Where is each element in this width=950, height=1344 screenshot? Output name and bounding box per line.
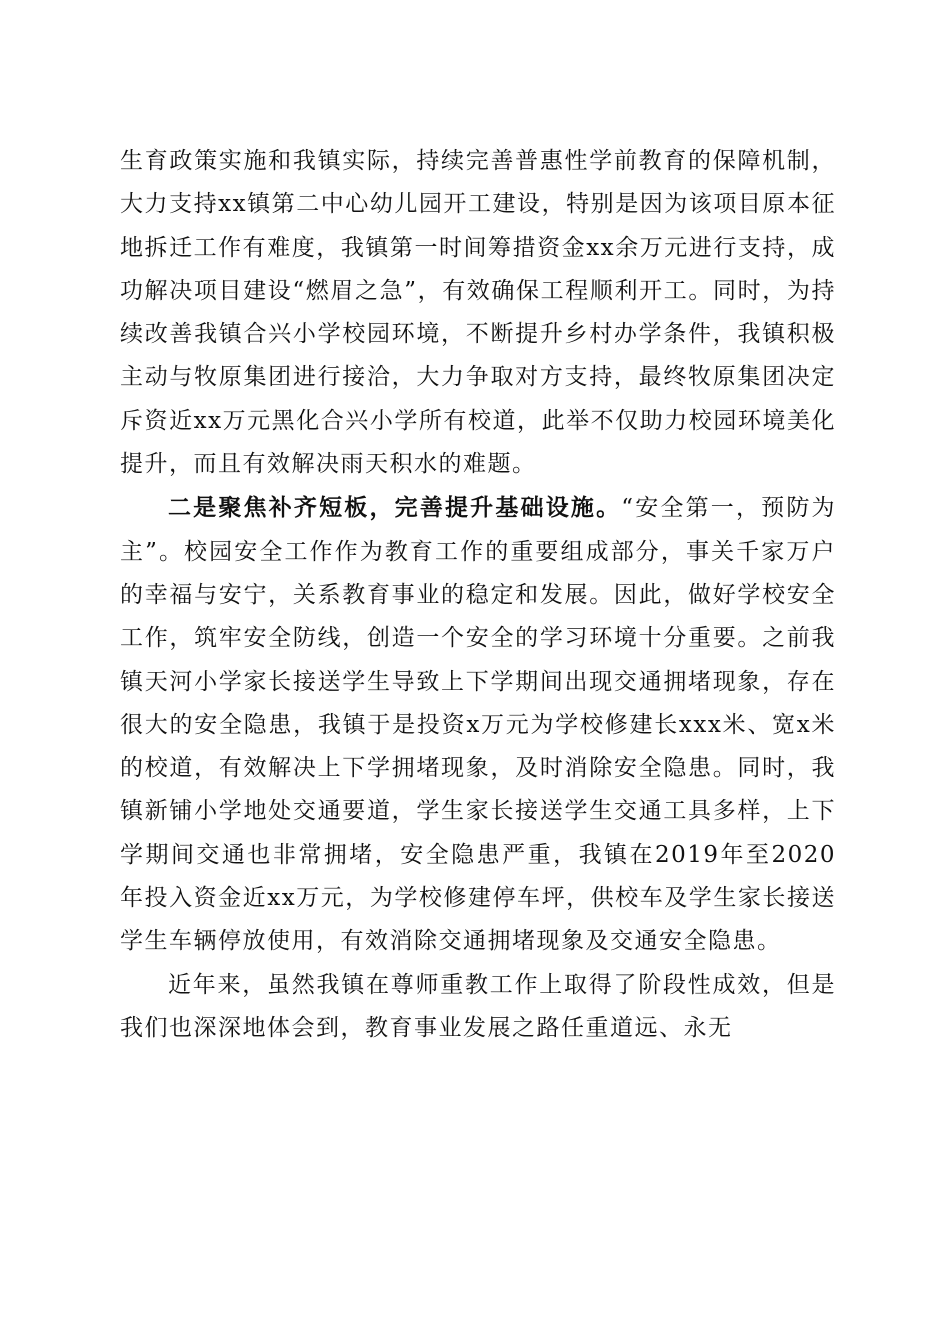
paragraph-text: 近年来，虽然我镇在尊师重教工作上取得了阶段性成效，但是我们也深深地体会到，教育事业发展之路任重道远、永无 [120, 971, 836, 1041]
paragraph-recent-years [120, 964, 836, 1051]
paragraph-text: “安全第一，预防为主”。校园安全工作作为教育工作的重要组成部分，事关千家万户的幸福与安宁，关系教育事业的稳定和发展。因此，做好学校安全工作，筑牢安全防线，创造一个安全的学习环境十分重要。之前我镇天河小学家长接送学生导致上下学期间出现交通拥堵现象，存在很大的安全隐患，我镇于是投资x万元为学校修建长xxx米、宽x米的校道，有效解决上下学拥堵现象，及时消除安全隐患。同时，我镇新铺小学地处交通要道，学生家长接送学生交通工具多样，上下学期间交通也非常拥堵，安全隐患严重，我镇在2019年至2020年投入资金近xx万元，为学校修建停车坪，供校车及学生家长接送学生车辆停放使用，有效消除交通拥堵现象及交通安全隐患。 [120, 495, 836, 955]
paragraph-preschool-support [120, 140, 836, 486]
paragraph-infrastructure [120, 486, 836, 963]
paragraph-heading: 二是聚焦补齐短板，完善提升基础设施。 [168, 494, 622, 522]
document-body [120, 140, 836, 1050]
paragraph-text: 生育政策实施和我镇实际，持续完善普惠性学前教育的保障机制，大力支持xx镇第二中心幼儿园开工建设，特别是因为该项目原本征地拆迁工作有难度，我镇第一时间筹措资金xx余万元进行支持，成功解决项目建设“燃眉之急”，有效确保工程顺利开工。同时，为持续改善我镇合兴小学校园环境，不断提升乡村办学条件，我镇积极主动与牧原集团进行接洽，大力争取对方支持，最终牧原集团决定斥资近xx万元黑化合兴小学所有校道，此举不仅助力校园环境美化提升，而且有效解决雨天积水的难题。 [120, 148, 836, 478]
